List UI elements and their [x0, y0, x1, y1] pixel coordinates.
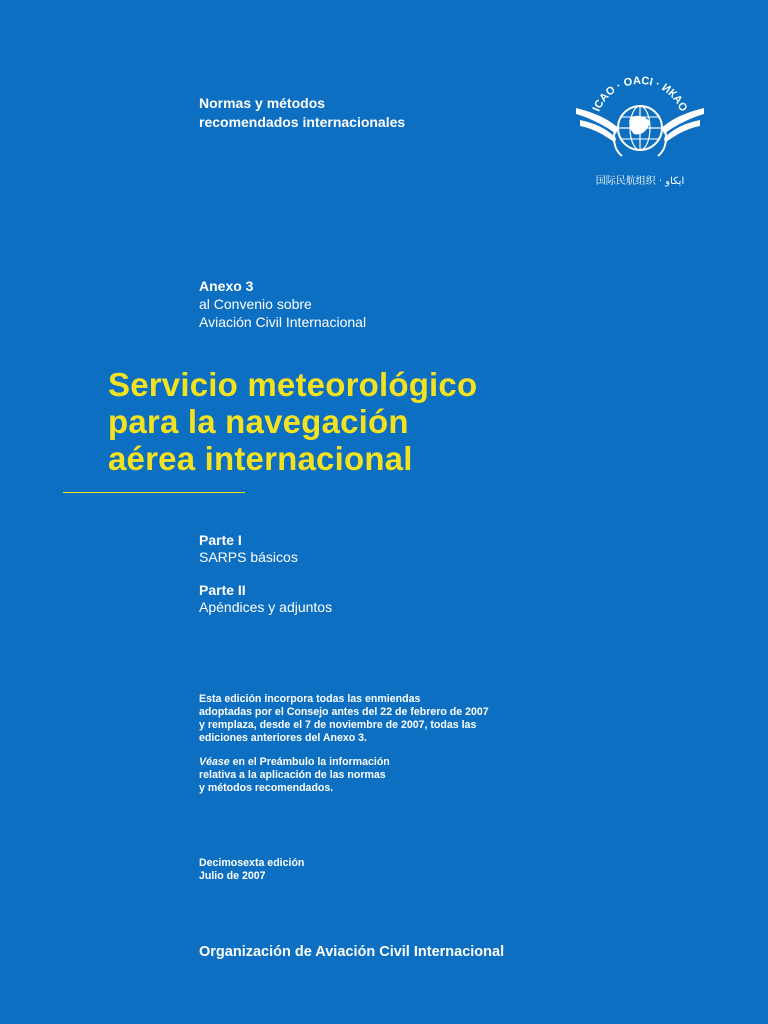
logo-arc-text: ICAO · OACI · ИКАО [590, 74, 690, 114]
parts-list [199, 532, 332, 616]
icao-emblem-icon [570, 56, 710, 196]
title-line-1: Servicio meteorológico [108, 366, 478, 403]
logo-bottom-text: 国际民航组织 · ایکاو [595, 176, 685, 187]
note-1-line-4: ediciones anteriores del Anexo 3. [199, 732, 367, 744]
note-2-line-1-rest: en el Preámbulo la información [229, 756, 390, 768]
edition-info [199, 857, 304, 883]
note-2-line-3: y métodos recomendados. [199, 782, 334, 794]
part-1-label: Parte I [199, 532, 242, 548]
part-2-desc: Apéndices y adjuntos [199, 599, 333, 615]
subtitle-line-1: Normas y métodos [199, 95, 326, 111]
part-2-label: Parte II [199, 582, 246, 598]
annex-line-2: al Convenio sobre [199, 296, 312, 312]
note-2-line-1 [199, 756, 489, 769]
note-2-italic: Véase [199, 756, 230, 768]
annex-block [199, 277, 366, 331]
document-title [108, 366, 477, 477]
subtitle-block [199, 94, 405, 132]
title-line-2: para la navegación [108, 403, 409, 440]
subtitle-line-2: recomendados internacionales [199, 114, 406, 130]
publisher-name: Organización de Aviación Civil Internacional [199, 944, 505, 960]
part-1-desc: SARPS básicos [199, 549, 298, 565]
note-1-line-3: y remplaza, desde el 7 de noviembre de 2007, todas las [199, 719, 477, 731]
note-1-line-2: adoptadas por el Consejo antes del 22 de febrero de 2007 [199, 706, 489, 718]
edition-notes [199, 693, 489, 795]
edition-number: Decimosexta edición [199, 857, 305, 869]
title-line-3: aérea internacional [108, 440, 413, 477]
title-divider [63, 492, 245, 493]
icao-logo [570, 56, 710, 196]
annex-line-3: Aviación Civil Internacional [199, 314, 367, 330]
note-1-line-1: Esta edición incorpora todas las enmiendas [199, 693, 421, 705]
edition-date: Julio de 2007 [199, 870, 266, 882]
note-2-line-2: relativa a la aplicación de las normas [199, 769, 386, 781]
annex-label: Anexo 3 [199, 278, 254, 294]
